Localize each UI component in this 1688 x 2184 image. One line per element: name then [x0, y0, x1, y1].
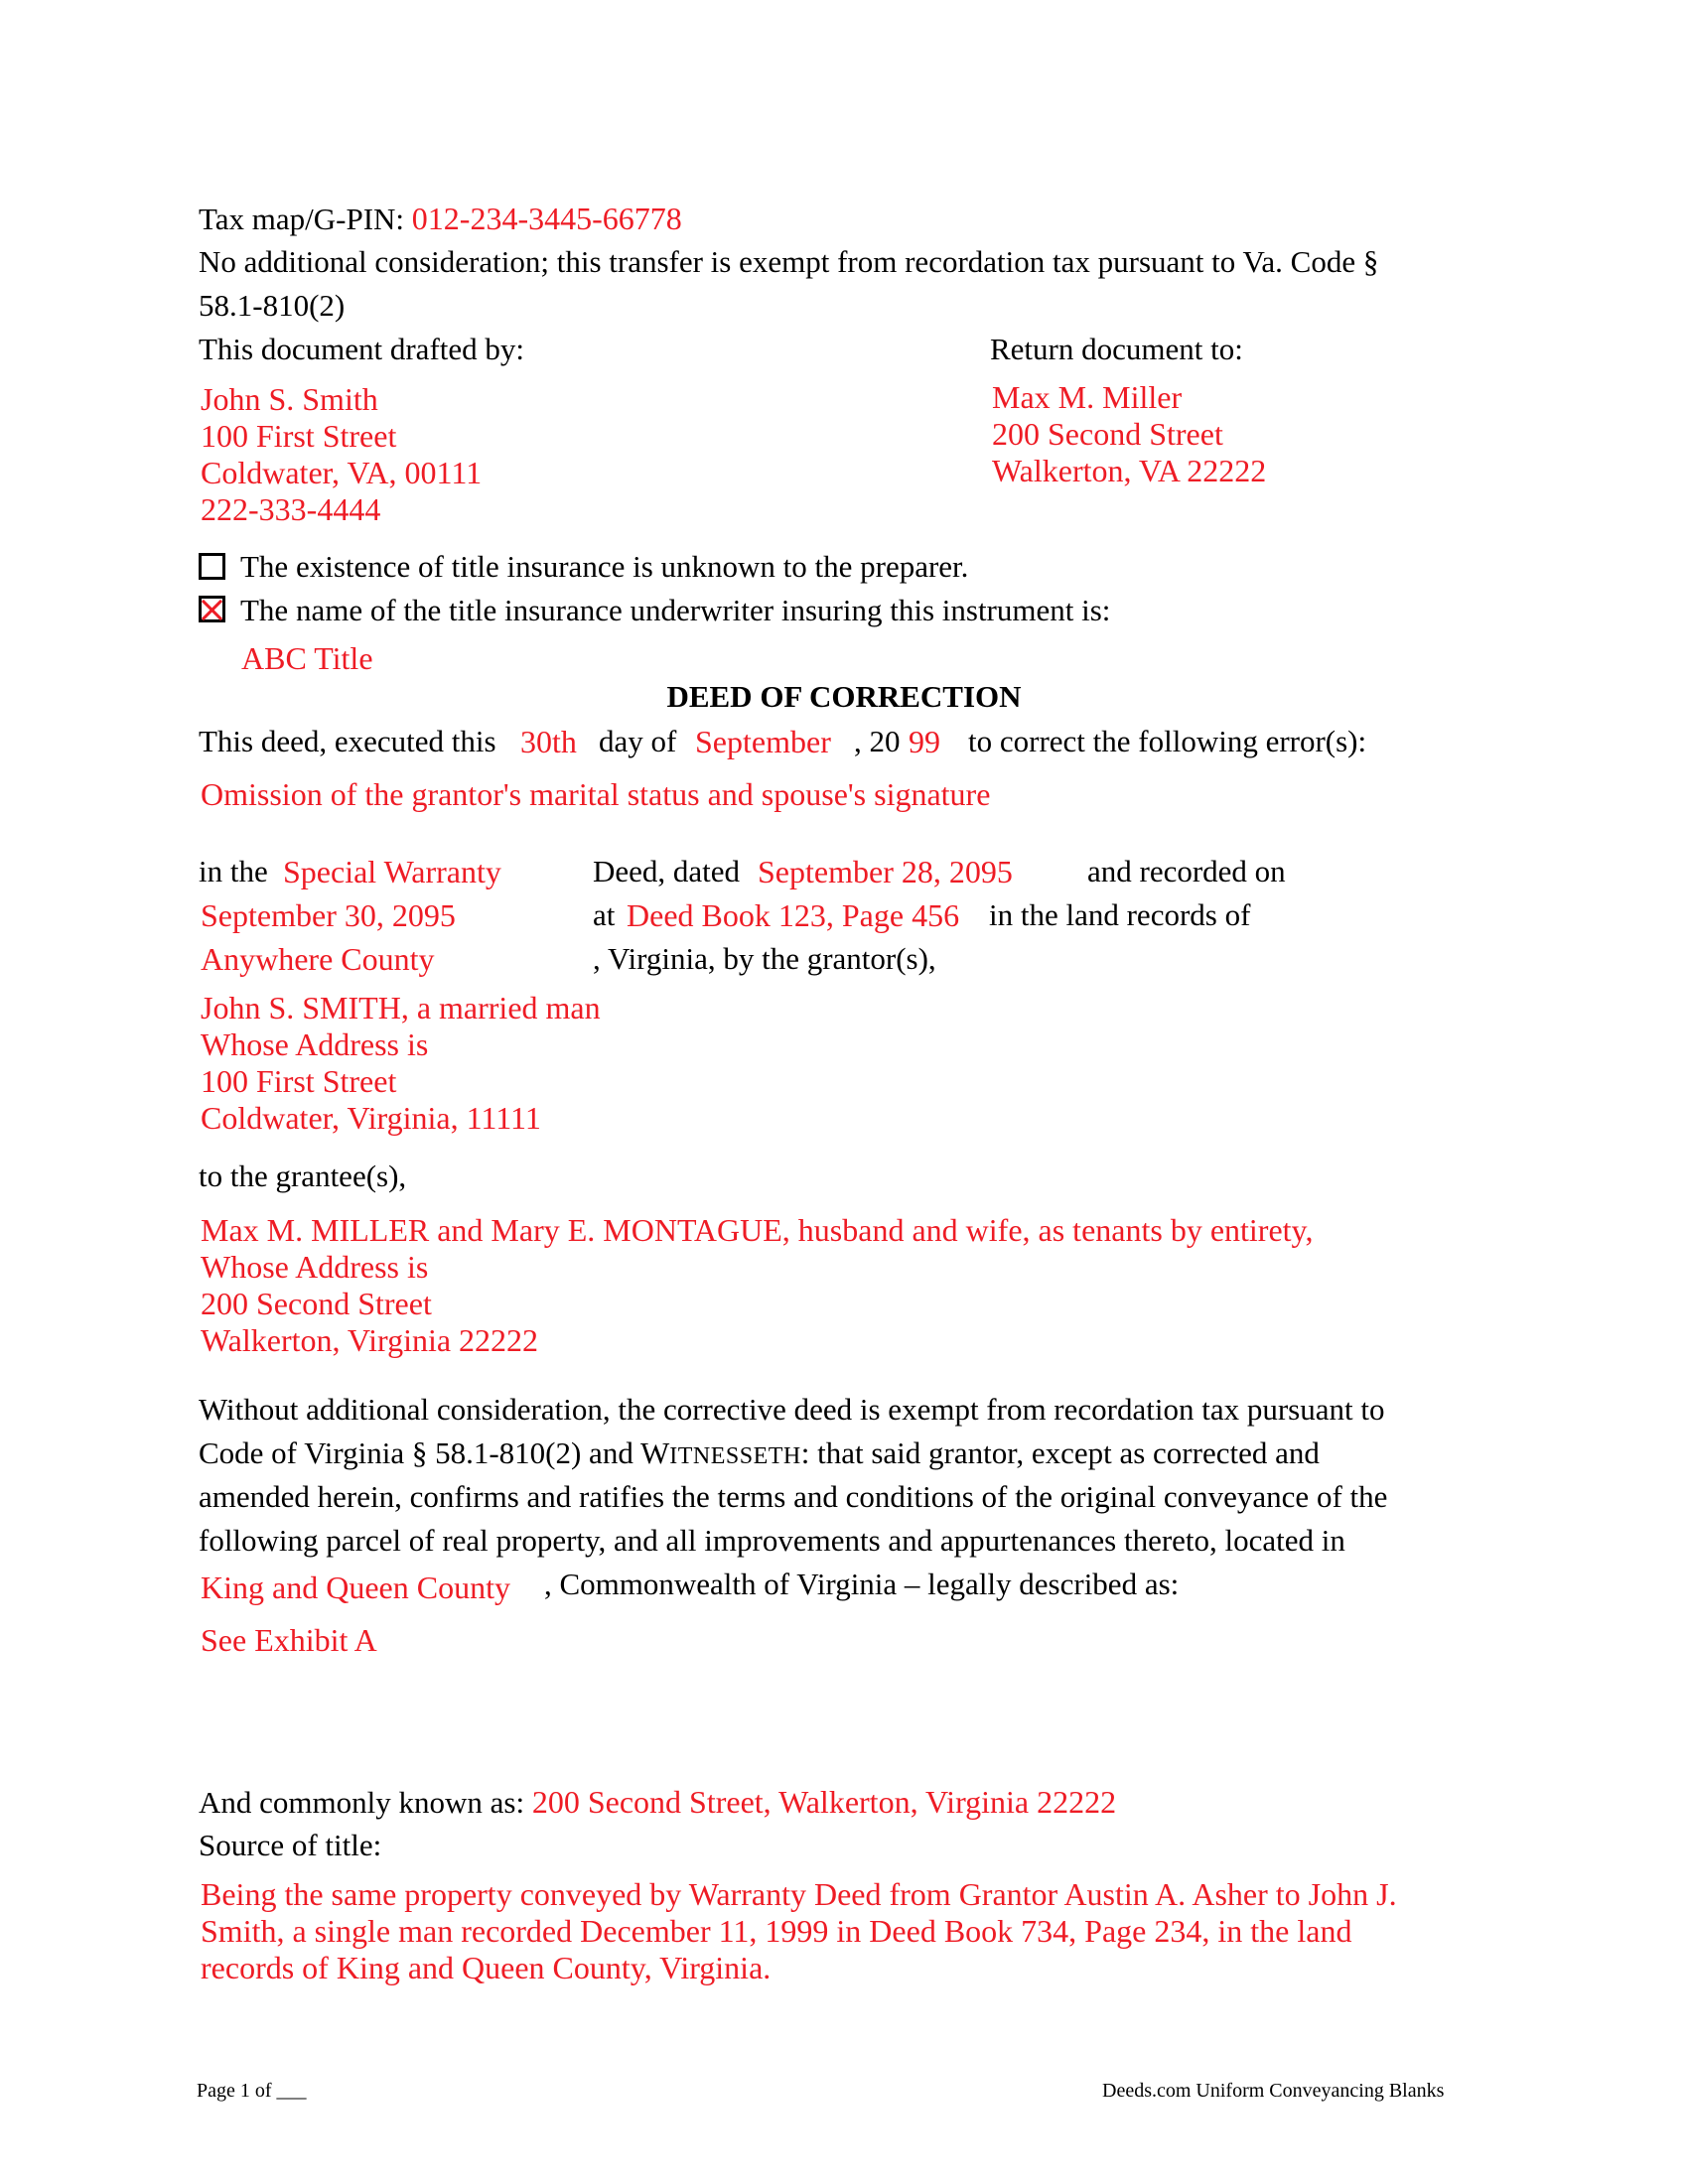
title-unknown-checkbox[interactable] — [199, 553, 225, 580]
deed-dated-label: Deed, dated — [593, 854, 741, 888]
footer-brand: Deeds.com Uniform Conveyancing Blanks — [1102, 2080, 1445, 2102]
drafted-by-name: John S. Smith — [201, 381, 378, 417]
grantor-address-label: Whose Address is — [201, 1026, 429, 1062]
grantee-block[interactable] — [201, 1212, 1313, 1359]
deed-dated[interactable]: September 28, 2095 — [758, 854, 1013, 889]
legal-description[interactable]: See Exhibit A — [201, 1622, 377, 1658]
source-of-title-label: Source of title: — [199, 1828, 382, 1862]
recorded-on[interactable]: September 30, 2095 — [201, 897, 456, 933]
in-the-label: in the — [199, 854, 268, 888]
error-description[interactable]: Omission of the grantor's marital status and spouse's signature — [201, 776, 991, 812]
grantor-name: John S. SMITH, a married man — [201, 990, 601, 1025]
source-of-title-block[interactable] — [201, 1876, 1397, 1986]
known-as-line — [199, 1780, 1116, 1825]
return-to-block[interactable] — [992, 379, 1266, 489]
correct-text: to correct the following error(s): — [968, 724, 1367, 758]
underwriter-checkbox[interactable] — [199, 596, 225, 622]
grantor-city: Coldwater, Virginia, 11111 — [201, 1100, 541, 1136]
consideration-line-5: , Commonwealth of Virginia – legally described as: — [544, 1567, 1180, 1601]
grantor-street: 100 First Street — [201, 1063, 397, 1099]
drafted-by-phone: 222-333-4444 — [201, 491, 381, 527]
exemption-line-2: 58.1-810(2) — [199, 288, 346, 323]
drafted-by-label: This document drafted by: — [199, 332, 524, 366]
book-page[interactable]: Deed Book 123, Page 456 — [627, 897, 960, 933]
grantee-city: Walkerton, Virginia 22222 — [201, 1322, 539, 1358]
drafted-by-block[interactable] — [201, 381, 482, 528]
source-line-3: records of King and Queen County, Virginia. — [201, 1950, 772, 1985]
consideration-line-2a: Code of Virginia § 58.1-810(2) and W — [199, 1435, 670, 1470]
grantee-label: to the grantee(s), — [199, 1159, 407, 1193]
exec-day[interactable]: 30th — [520, 724, 577, 759]
title-unknown-label: The existence of title insurance is unknown to the preparer. — [240, 549, 969, 584]
tax-map-value[interactable]: 012-234-3445-66778 — [411, 201, 682, 236]
underwriter-name[interactable]: ABC Title — [241, 640, 373, 676]
at-label: at — [593, 897, 616, 932]
return-to-city: Walkerton, VA 22222 — [992, 453, 1267, 488]
source-line-1: Being the same property conveyed by Warranty Deed from Grantor Austin A. Asher to John J. — [201, 1876, 1397, 1912]
property-county[interactable]: King and Queen County — [201, 1570, 510, 1605]
consideration-line-3: amended herein, confirms and ratifies the terms and conditions of the original conveyance of the — [199, 1479, 1388, 1514]
virginia-by-grantor: , Virginia, by the grantor(s), — [593, 941, 936, 976]
underwriter-label: The name of the title insurance underwriter insuring this instrument is: — [240, 593, 1111, 627]
grantee-name: Max M. MILLER and Mary E. MONTAGUE, husband and wife, as tenants by entirety, — [201, 1212, 1314, 1248]
recorded-on-label: and recorded on — [1087, 854, 1286, 888]
land-records-label: in the land records of — [989, 897, 1251, 932]
deed-heading: DEED OF CORRECTION — [666, 679, 1022, 714]
deed-type[interactable]: Special Warranty — [283, 854, 501, 889]
exemption-line-1: No additional consideration; this transfer is exempt from recordation tax pursuant to Va. Code § — [199, 244, 1379, 279]
drafted-by-city: Coldwater, VA, 00111 — [201, 455, 483, 490]
consideration-line-1: Without additional consideration, the corrective deed is exempt from recordation tax pursuant to — [199, 1392, 1385, 1427]
exec-day-of: day of — [599, 724, 677, 758]
page-number: Page 1 of ___ — [197, 2080, 307, 2102]
exec-year-prefix: , 20 — [854, 724, 901, 758]
county[interactable]: Anywhere County — [201, 941, 435, 977]
grantor-block[interactable] — [201, 990, 601, 1137]
consideration-line-4: following parcel of real property, and all improvements and appurtenances thereto, located in — [199, 1523, 1345, 1558]
witnesseth-smallcaps: ITNESSETH — [669, 1443, 801, 1469]
exec-year-suffix[interactable]: 99 — [909, 724, 940, 759]
known-as-label: And commonly known as: — [199, 1785, 525, 1820]
source-line-2: Smith, a single man recorded December 11, 1999 in Deed Book 734, Page 234, in the land — [201, 1913, 1352, 1949]
consideration-line-2 — [199, 1432, 1320, 1478]
tax-map-label: Tax map/G-PIN: — [199, 202, 405, 236]
drafted-by-street: 100 First Street — [201, 418, 397, 454]
consideration-line-2b: : that said grantor, except as corrected and — [800, 1435, 1320, 1470]
return-to-name: Max M. Miller — [992, 379, 1183, 415]
exec-month[interactable]: September — [695, 724, 831, 759]
grantee-address-label: Whose Address is — [201, 1249, 429, 1285]
tax-map-line — [199, 197, 682, 241]
grantee-street: 200 Second Street — [201, 1286, 432, 1321]
return-to-street: 200 Second Street — [992, 416, 1223, 452]
return-to-label: Return document to: — [990, 332, 1243, 366]
known-as-value[interactable]: 200 Second Street, Walkerton, Virginia 22222 — [531, 1784, 1117, 1820]
exec-prefix: This deed, executed this — [199, 724, 496, 758]
